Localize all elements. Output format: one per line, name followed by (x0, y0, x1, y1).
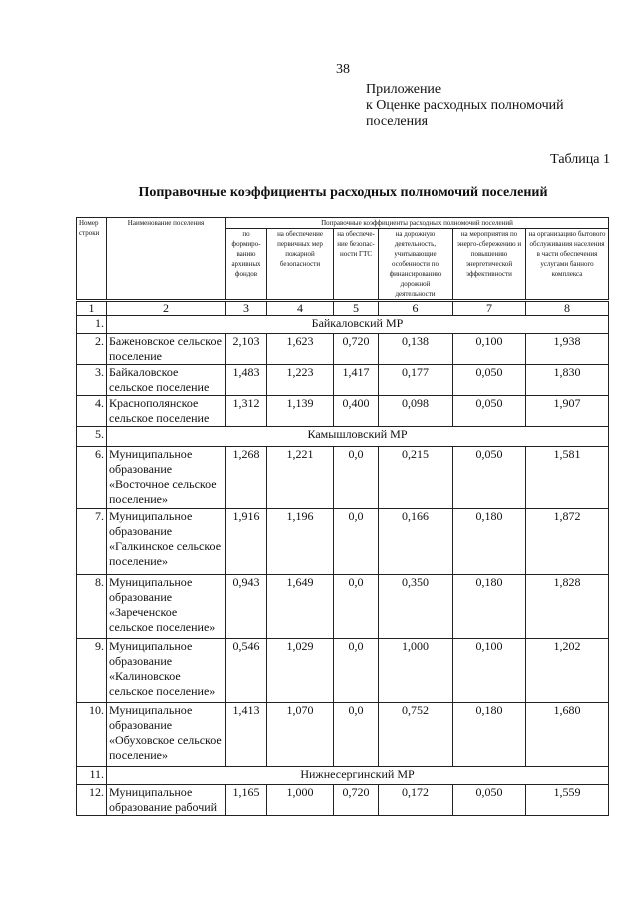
table-row (77, 639, 609, 703)
column-number: 3 (226, 301, 267, 316)
settlement-name: Муниципальное образование «Галкинское сельское поселение» (107, 509, 226, 575)
header-row (77, 218, 609, 229)
coefficient-cell: 0,0 (334, 447, 379, 509)
column-number: 5 (334, 301, 379, 316)
header-col-5: на обеспече-ние безопас-ности ГТС (334, 229, 379, 301)
coefficient-cell: 2,103 (226, 334, 267, 365)
coefficient-cell: 0,166 (379, 509, 453, 575)
coefficient-cell: 0,400 (334, 396, 379, 427)
coefficient-cell: 0,0 (334, 703, 379, 767)
appendix-block (366, 82, 564, 130)
coefficient-cell: 0,050 (453, 785, 526, 816)
coefficient-cell: 1,483 (226, 365, 267, 396)
row-number: 9. (77, 639, 107, 703)
coefficient-cell: 0,215 (379, 447, 453, 509)
coefficient-cell: 0,098 (379, 396, 453, 427)
coefficient-cell: 0,180 (453, 509, 526, 575)
table-row (77, 575, 609, 639)
table-label: Таблица 1 (550, 152, 610, 167)
coefficient-cell: 0,350 (379, 575, 453, 639)
coefficient-cell: 0,050 (453, 396, 526, 427)
table-row (77, 334, 609, 365)
coefficient-cell: 0,177 (379, 365, 453, 396)
coefficient-cell: 0,050 (453, 447, 526, 509)
appendix-line: Приложение (366, 82, 442, 97)
coefficient-cell: 1,623 (267, 334, 334, 365)
coefficient-cell: 0,050 (453, 365, 526, 396)
header-col-4: на обеспечение первичных мер пожарной безопасности (267, 229, 334, 301)
header-row-number: Номер строки (77, 218, 107, 301)
coefficient-cell: 1,680 (526, 703, 609, 767)
row-number: 2. (77, 334, 107, 365)
header-group: Поправочные коэффициенты расходных полномочий поселений (226, 218, 609, 229)
district-name: Нижнесергинский МР (107, 767, 609, 785)
coefficient-cell: 1,907 (526, 396, 609, 427)
coefficient-cell: 0,943 (226, 575, 267, 639)
column-number: 7 (453, 301, 526, 316)
column-number: 6 (379, 301, 453, 316)
row-number: 10. (77, 703, 107, 767)
coefficient-cell: 1,221 (267, 447, 334, 509)
district-row (77, 316, 609, 334)
coefficient-cell: 0,172 (379, 785, 453, 816)
header-col-6: на дорожную деятельность, учитывающие особенности по финансированию дорожной деятельности (379, 229, 453, 301)
table-row (77, 365, 609, 396)
district-row (77, 767, 609, 785)
coefficient-cell: 0,180 (453, 575, 526, 639)
district-row (77, 427, 609, 447)
coefficient-cell: 0,100 (453, 334, 526, 365)
column-number: 4 (267, 301, 334, 316)
coefficient-cell: 1,000 (267, 785, 334, 816)
coefficient-cell: 1,872 (526, 509, 609, 575)
row-number: 6. (77, 447, 107, 509)
settlement-name: Краснополянское сельское поселение (107, 396, 226, 427)
district-name: Байкаловский МР (107, 316, 609, 334)
settlement-name: Муниципальное образование «Калиновское сельское поселение» (107, 639, 226, 703)
coefficient-cell: 1,649 (267, 575, 334, 639)
coefficient-cell: 1,830 (526, 365, 609, 396)
coefficient-cell: 0,138 (379, 334, 453, 365)
coefficient-cell: 1,559 (526, 785, 609, 816)
district-name: Камышловский МР (107, 427, 609, 447)
coefficient-cell: 0,546 (226, 639, 267, 703)
row-number: 5. (77, 427, 107, 447)
row-number: 12. (77, 785, 107, 816)
settlement-name: Муниципальное образование «Зареченское сельское поселение» (107, 575, 226, 639)
coefficient-cell: 1,581 (526, 447, 609, 509)
settlement-name: Баженовское сельское поселение (107, 334, 226, 365)
coefficient-cell: 1,413 (226, 703, 267, 767)
appendix-line: поселения (366, 114, 429, 129)
header-col-3: по формиро-ванию архивных фондов (226, 229, 267, 301)
column-number: 8 (526, 301, 609, 316)
header-name: Наименование поселения (107, 218, 226, 301)
table-row (77, 447, 609, 509)
table-row (77, 785, 609, 816)
coefficient-cell: 0,720 (334, 785, 379, 816)
coefficient-cell: 1,070 (267, 703, 334, 767)
header-col-8: на организацию бытового обслуживания населения в части обеспечения услугами банного комплекса (526, 229, 609, 301)
coefficient-cell: 0,720 (334, 334, 379, 365)
table-row (77, 703, 609, 767)
page-number: 38 (336, 62, 350, 77)
appendix-line: к Оценке расходных полномочий (366, 98, 564, 113)
coefficient-cell: 1,312 (226, 396, 267, 427)
coefficient-cell: 0,180 (453, 703, 526, 767)
coefficient-cell: 1,000 (379, 639, 453, 703)
coefficient-cell: 1,916 (226, 509, 267, 575)
coefficient-cell: 1,223 (267, 365, 334, 396)
row-number: 4. (77, 396, 107, 427)
coefficient-cell: 0,0 (334, 575, 379, 639)
coefficient-cell: 0,100 (453, 639, 526, 703)
column-number-row (77, 301, 609, 316)
table-row (77, 396, 609, 427)
table-row (77, 509, 609, 575)
settlement-name: Муниципальное образование «Восточное сельское поселение» (107, 447, 226, 509)
coefficient-cell: 1,196 (267, 509, 334, 575)
column-number: 2 (107, 301, 226, 316)
row-number: 8. (77, 575, 107, 639)
settlement-name: Муниципальное образование «Обуховское сельское поселение» (107, 703, 226, 767)
column-number: 1 (77, 301, 107, 316)
coefficient-cell: 1,029 (267, 639, 334, 703)
coefficient-cell: 0,0 (334, 639, 379, 703)
coefficient-cell: 1,268 (226, 447, 267, 509)
coefficient-cell: 0,0 (334, 509, 379, 575)
settlement-name: Байкаловское сельское поселение (107, 365, 226, 396)
settlement-name: Муниципальное образование рабочий (107, 785, 226, 816)
coefficient-cell: 1,828 (526, 575, 609, 639)
row-number: 7. (77, 509, 107, 575)
coefficient-cell: 0,752 (379, 703, 453, 767)
document-title: Поправочные коэффициенты расходных полномочий поселений (138, 185, 548, 200)
coefficients-table (76, 217, 609, 816)
row-number: 11. (77, 767, 107, 785)
coefficient-cell: 1,139 (267, 396, 334, 427)
coefficient-cell: 1,938 (526, 334, 609, 365)
row-number: 3. (77, 365, 107, 396)
header-col-7: на мероприятия по энерго-сбережению и повышению энергетической эффективности (453, 229, 526, 301)
coefficient-cell: 1,202 (526, 639, 609, 703)
coefficient-cell: 1,165 (226, 785, 267, 816)
table-body (77, 316, 609, 816)
coefficient-cell: 1,417 (334, 365, 379, 396)
row-number: 1. (77, 316, 107, 334)
